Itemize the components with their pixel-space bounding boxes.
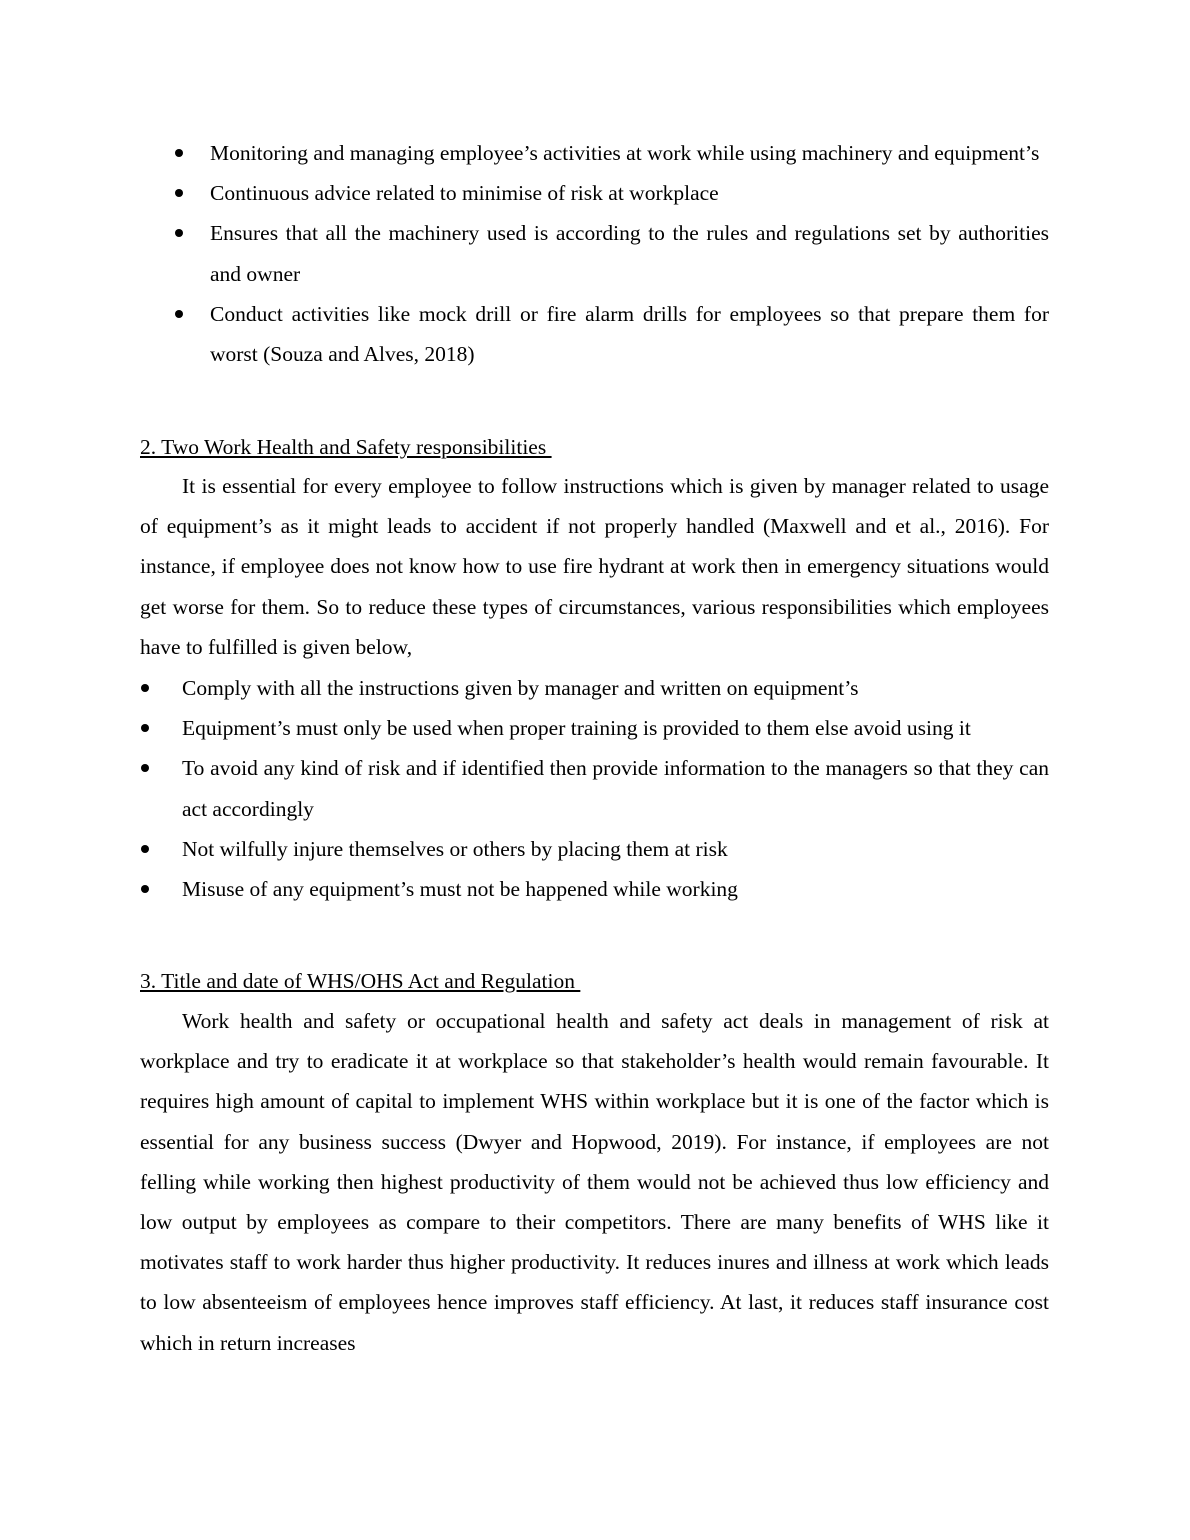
bullet-icon — [175, 310, 183, 318]
bullet-icon — [141, 724, 149, 732]
section-3-paragraph: Work health and safety or occupational health and safety act deals in management of risk at workplace and try to eradicate it at workplace so that stakeholder’s health would remain favourable. It requires high amount of capital to implement WHS within workplace but it is one of the factor which is essential for any business success (Dwyer and Hopwood, 2019). For instance, if employees are not felling while working then highest productivity of them would not be achieved thus low efficiency and low output by employees as compare to their competitors. There are many benefits of WHS like it motivates staff to work harder thus higher productivity. It reduces inures and illness at work which leads to low absenteeism of employees hence improves staff efficiency. At last, it reduces staff insurance cost which in return increases — [140, 1009, 1049, 1355]
responsibilities-bullet-list — [140, 668, 1049, 909]
list-item — [140, 133, 1049, 173]
list-item-text: Misuse of any equipment’s must not be happened while working — [182, 877, 738, 902]
top-bullet-list — [140, 133, 1049, 374]
section-2-heading: 2. Two Work Health and Safety responsibilities — [140, 435, 552, 459]
list-item-text: Monitoring and managing employee’s activities at work while using machinery and equipment’s — [210, 141, 1040, 165]
section-2-paragraph: It is essential for every employee to follow instructions which is given by manager related to usage of equipment’s as it might leads to accident if not properly handled (Maxwell and et al., 2016). For instance, if employee does not know how to use fire hydrant at work then in emergency situations would get worse for them. So to reduce these types of circumstances, various responsibilities which employees have to fulfilled is given below, — [140, 474, 1049, 659]
list-item — [140, 213, 1049, 293]
list-item — [140, 708, 1049, 748]
list-item — [140, 869, 1049, 909]
list-item — [140, 748, 1049, 828]
list-item-text: Not wilfully injure themselves or others by placing them at risk — [182, 836, 728, 861]
list-item-text: Continuous advice related to minimise of risk at workplace — [210, 181, 719, 206]
bullet-icon — [141, 684, 149, 692]
section-3-heading: 3. Title and date of WHS/OHS Act and Regulation — [140, 969, 581, 993]
list-item-text: Ensures that all the machinery used is according to the rules and regulations set by authorities and owner — [210, 221, 1049, 286]
bullet-icon — [141, 845, 149, 853]
list-item-text: To avoid any kind of risk and if identified then provide information to the managers so that they can act accordingly — [182, 756, 1049, 821]
bullet-icon — [175, 189, 183, 197]
bullet-icon — [175, 149, 183, 157]
list-item-text: Equipment’s must only be used when proper training is provided to them else avoid using it — [182, 716, 971, 741]
list-item — [140, 829, 1049, 869]
list-item — [140, 668, 1049, 708]
list-item — [140, 173, 1049, 213]
bullet-icon — [141, 885, 149, 893]
bullet-icon — [141, 764, 149, 772]
list-item-text: Conduct activities like mock drill or fire alarm drills for employees so that prepare them for worst (Souza and Alves, 2018) — [210, 301, 1049, 367]
list-item-text: Comply with all the instructions given by manager and written on equipment’s — [182, 676, 859, 700]
list-item — [140, 294, 1049, 374]
bullet-icon — [175, 229, 183, 237]
